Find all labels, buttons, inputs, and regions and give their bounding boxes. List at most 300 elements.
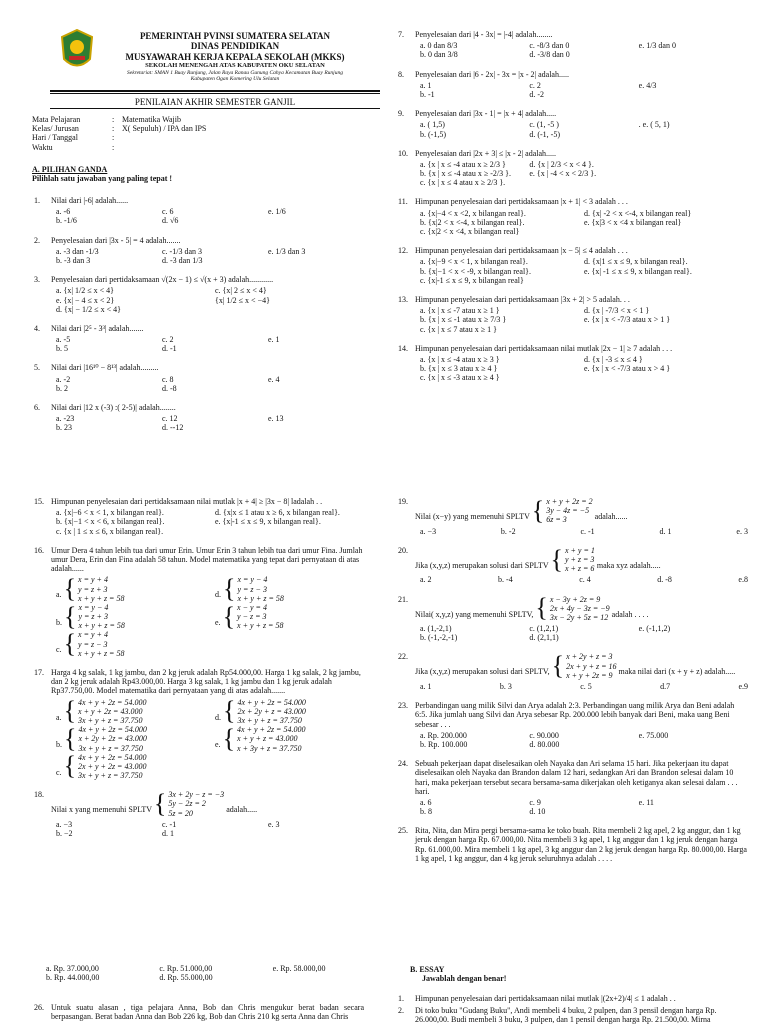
- section-a-subtitle: Pilihlah satu jawaban yang paling tepat !: [32, 174, 173, 184]
- option: d. { 4x + y + 2z = 54.000 2x + 2y + z = 43.000 3x + y + z = 37.750: [215, 696, 306, 726]
- equation: x + y + z = 58: [237, 593, 284, 603]
- equation-lines: [78, 725, 146, 753]
- options-grid: [420, 257, 748, 285]
- question-stem: [398, 197, 748, 206]
- equation: 2x + y + z = 16: [566, 661, 617, 671]
- question-item: [398, 109, 748, 139]
- option: c. 6: [162, 207, 174, 217]
- option: e. 1/6: [268, 207, 286, 217]
- equation: x + y + z = 58: [237, 621, 284, 631]
- options-row: [420, 575, 748, 584]
- option: b. 8: [420, 807, 432, 817]
- option: e. {x | x < -7/3 atau x > 1 }: [584, 315, 671, 325]
- equation: 2x + y + 2z = 43.000: [78, 761, 147, 771]
- question-stem: [398, 295, 748, 304]
- exam-info: Mata Pelajaran : Matematika Wajib Kelas/ Jurusan : X( Sepuluh) / IPA dan IPS Hari / Tanggal : Waktu :: [32, 115, 372, 152]
- system-options: [56, 698, 374, 781]
- option: b. Rp. 100.000: [420, 739, 468, 749]
- equation: 5z = 20: [168, 808, 193, 818]
- questions-7-14: [398, 30, 748, 392]
- option: e. 1: [268, 335, 280, 345]
- option: c. {x | x ≤ 4 atau x ≥ 2/3 }.: [420, 178, 506, 188]
- equation: x − y = 4: [237, 602, 267, 612]
- option: a. −3: [420, 526, 437, 536]
- question-number: 1.: [398, 994, 404, 1003]
- question-stem: [34, 546, 374, 574]
- question-number: 11.: [398, 197, 408, 207]
- question-stem: [398, 546, 748, 574]
- option: [639, 50, 748, 59]
- question-number: 4.: [34, 323, 40, 333]
- option: e. 4/3: [638, 80, 657, 90]
- brace-icon: {: [64, 601, 77, 631]
- option: e. { 4x + y + 2z = 54.000 x + y + z = 43.000 x + 3y + z = 37.750: [215, 723, 306, 753]
- option: [268, 256, 374, 265]
- equation-system: [535, 595, 609, 623]
- option: c. {x| 2 ≤ x < 4}: [215, 286, 267, 296]
- options-grid: [420, 41, 748, 59]
- question-text: Nilai( x,y,z) yang memenuhi SPLTV, { x − 3y + 2z = 9 2x + 4y − 3z = −9 3x − 2y + 5z = 12 adalah . . . .: [415, 593, 649, 623]
- option: [639, 130, 748, 139]
- question-item: [34, 236, 374, 266]
- question-number: 3.: [34, 275, 40, 285]
- option: a. {x|−6 < x < 1, x bilangan real}.: [56, 508, 164, 518]
- question-stem: [34, 324, 374, 333]
- header-line1: PEMERINTAH PVINSI SUMATERA SELATAN: [139, 31, 331, 41]
- option: e. Rp. 58.000,00: [272, 964, 326, 973]
- equation: y + z = 3: [564, 554, 595, 564]
- question-item: [34, 196, 374, 226]
- option: c. 90.000: [529, 730, 559, 740]
- question-item: [34, 790, 374, 838]
- equation-lines: [237, 603, 283, 631]
- equation-lines: [565, 546, 595, 574]
- options-grid: [56, 820, 374, 838]
- options-grid: [420, 798, 748, 816]
- brace-icon: {: [222, 601, 236, 631]
- brace-icon: {: [223, 696, 236, 726]
- essay-questions: [398, 994, 748, 1025]
- options-row: [420, 527, 748, 536]
- option: b. 5: [56, 344, 68, 354]
- option: e. 13: [268, 414, 284, 424]
- equation: 3x + y + z = 37.750: [78, 743, 143, 753]
- option: c. { 4x + y + 2z = 54.000 2x + y + 2z = 43.000 3x + y + z = 37.750: [56, 751, 147, 781]
- equation: 3x + y + z = 37.750: [237, 715, 302, 725]
- brace-icon: {: [153, 789, 167, 819]
- question-number: 2.: [398, 1006, 404, 1016]
- option: a. 6: [420, 797, 432, 807]
- question-item: [398, 149, 748, 188]
- option: b. -2: [500, 526, 516, 536]
- option: e. {x| − 4 ≤ x < 2}: [56, 295, 115, 305]
- header-divider: [50, 90, 380, 92]
- question-text: Penyelesaian dari |6 - 2x| - 3x = |x - 2| adalah.....: [415, 69, 569, 79]
- option: [529, 178, 638, 187]
- equation-system: [223, 603, 284, 631]
- option: d. {x | -7/3 < x < 1 }: [584, 306, 650, 316]
- question-number: 2.: [34, 235, 40, 245]
- option: c. {x|2 < x <4, x bilangan real}: [420, 227, 520, 236]
- question-text: Penyelesaian dari |2x + 3| ≤ |x - 2| adalah.....: [415, 148, 557, 158]
- question-text: Harga 4 kg salak, 1 kg jambu, dan 2 kg jeruk adalah Rp54.000,00. Harga 1 kg salak, 2 kg jambu, dan 2 kg jeruk adalah Rp43.000,00. Harga 3 kg salak, 1 kg jambu dan 1 kg jeruk adalah Rp37.750,00. Model matematika dari pernyataan yang di atas adalah.......: [51, 668, 361, 696]
- option: [215, 527, 374, 536]
- option: a. -23: [56, 414, 75, 424]
- equation-lines: [168, 790, 224, 818]
- options-grid: [56, 207, 374, 225]
- option: d. {x | 2/3 < x < 4 }.: [529, 159, 594, 169]
- equation: x + y = 1: [564, 545, 595, 555]
- option: [639, 807, 748, 816]
- option: b. 2: [56, 383, 68, 393]
- question-stem: [398, 109, 748, 118]
- question-text: Himpunan penyelesaian dari pertidaksamaan |x + 1| < 3 adalah . . .: [415, 197, 628, 207]
- option: d. -3/8 dan 0: [529, 50, 570, 60]
- question-text: Nilai dari |2⁵ - 3³| adalah.......: [51, 323, 144, 333]
- equation: 3x + y + z = 37.750: [78, 771, 143, 781]
- header-line6: Kabupaten Ogan Komering Ulu Selatan: [190, 75, 280, 82]
- question-text: Penyelesaian dari pertidaksamaan √(2x − 1) ≤ √(x + 3) adalah............: [51, 275, 274, 285]
- question-text: Perbandingan uang milik Silvi dan Arya adalah 2:3. Perbandingan uang milik Arya dan Beni adalah 6:5. Jika jumlah uang Silvi dan Arya sebesar Rp. 200.000 lebih banyak dari Beni, maka uang Beni sebesar . . .: [415, 701, 735, 729]
- option: b. -1/6: [56, 216, 77, 226]
- equation: x = y − 4: [237, 575, 268, 585]
- equation-system: [532, 497, 593, 525]
- option: e. 3: [268, 819, 280, 829]
- option: c. 5: [580, 682, 592, 691]
- question-item: [34, 403, 374, 433]
- brace-icon: {: [531, 495, 545, 525]
- option: d. 1: [659, 526, 672, 536]
- options-row: [420, 682, 748, 691]
- question-item: [398, 197, 748, 236]
- question-item: [398, 30, 748, 60]
- system-options: [56, 575, 374, 658]
- option: a. Rp. 200.000: [420, 730, 467, 740]
- equation: x = y − 4: [78, 602, 109, 612]
- question-stem: [34, 363, 374, 372]
- info-value: [122, 133, 372, 142]
- questions-1-6: [34, 196, 374, 443]
- question-stem: [34, 497, 374, 506]
- brace-icon: {: [63, 696, 77, 726]
- option: [268, 829, 374, 838]
- equation-system: [64, 753, 147, 781]
- options-grid: [56, 286, 374, 314]
- question-item: [398, 344, 748, 383]
- header-line5: Sekretariat: SMAN 1 Buay Runjung, Jalan Raya Ranau Gunung Cahya Kecamatan Buay Runjung: [127, 69, 343, 76]
- header-line2: DINAS PENDIDIKAN: [190, 41, 280, 52]
- option: c. {x | 1 ≤ x ≤ 6, x bilangan real}.: [56, 526, 164, 536]
- option: e. 4: [268, 374, 280, 384]
- question-number: 8.: [398, 69, 404, 79]
- option: [639, 740, 748, 749]
- equation: x + y + z = 58: [78, 648, 125, 658]
- option: d. {x | -3 ≤ x ≤ 4 }: [584, 354, 643, 364]
- letterhead: [90, 31, 380, 82]
- equation: x = y + 4: [78, 630, 108, 640]
- option: b. -3 dan 3: [56, 255, 91, 265]
- question-text: Nilai (x−y) yang memenuhi SPLTV { x + y + 2z = 2 3y − 4z = −5 6z = 3 adalah......: [415, 495, 628, 525]
- options-grid: [56, 375, 374, 393]
- question-stem: [34, 403, 374, 412]
- option: d. (-1, -5): [529, 129, 560, 139]
- option: c. -8/3 dan 0: [529, 41, 570, 51]
- option: d. -1: [162, 344, 177, 354]
- question-text: Nilai dari |16¹⁰ − 8¹³| adalah.........: [51, 363, 159, 373]
- option: [273, 973, 386, 982]
- equation-lines: [237, 575, 283, 603]
- option: [639, 633, 748, 642]
- equation-lines: [566, 652, 616, 680]
- question-number: 14.: [398, 343, 408, 353]
- question-text: Untuk suatu alasan , tiga pelajara Anna, Bob dan Chris mengukur berat badan secara berpasangan. Berat badan Anna dan Bob 226 kg, Bob dan Chris 210 kg serta Anna dan Chris: [51, 1003, 364, 1022]
- equation: y = z − 3: [78, 639, 108, 649]
- question-number: 26.: [34, 1003, 44, 1012]
- option: c. 8: [162, 374, 174, 384]
- equation: 6z = 3: [546, 515, 567, 525]
- question-number: 19.: [398, 497, 408, 506]
- option: d. -3 dan 1/3: [162, 255, 203, 265]
- essay-item: [398, 994, 748, 1003]
- question-number: 23.: [398, 701, 408, 711]
- question-stem: [34, 668, 374, 696]
- option: [215, 305, 374, 314]
- section-b-heading: [410, 965, 506, 983]
- question-text: Jika (x,y,z) merupakan solusi dari SPLTV { x + y = 1 y + z = 3 x + z = 6 maka xyz adalah.....: [415, 544, 661, 574]
- brace-icon: {: [222, 723, 236, 753]
- equation-lines: [78, 753, 146, 781]
- options-grid: [420, 355, 748, 383]
- question-item: [398, 295, 748, 334]
- option: [584, 373, 748, 382]
- brace-icon: {: [63, 574, 77, 604]
- equation-lines: [550, 595, 610, 623]
- question-text: Penyelesaian dari |3x - 1| = |x + 4| adalah.....: [415, 109, 557, 119]
- equation: x + y + z = 58: [78, 593, 125, 603]
- question-item: [398, 246, 748, 285]
- option: [639, 169, 748, 178]
- brace-icon: {: [64, 723, 77, 753]
- option: c. { x = y + 4 y = z − 3 x + y + z = 58: [56, 629, 125, 659]
- option: e.8: [738, 575, 748, 585]
- options-grid: [420, 81, 748, 99]
- equation: x + y + 2z = 2: [546, 497, 593, 506]
- brace-icon: {: [63, 751, 77, 781]
- question-text: Penyelesaian dari |3x - 5| = 4 adalah.......: [51, 235, 181, 245]
- option: c. -1: [162, 819, 177, 829]
- equation: 4x + y + 2z = 54.000: [78, 697, 147, 707]
- option: a. 1: [420, 80, 432, 90]
- brace-icon: {: [223, 574, 236, 604]
- option: e. 1/3 dan 0: [638, 41, 676, 51]
- question-text: Jika (x,y,z) merupakan solusi dari SPLTV, { x + 2y + z = 3 2x + y + z = 16 x + y + 2z = 9 maka nilai dari (x + y + z) adalah.....: [415, 651, 736, 681]
- equation: 3y − 4z = −5: [546, 506, 590, 516]
- option: b. (-1,-2,-1): [420, 633, 458, 643]
- option: a. 1: [420, 682, 432, 691]
- equation-system: [64, 725, 147, 753]
- question-stem: [398, 344, 748, 353]
- section-b-title: B. ESSAY: [410, 965, 445, 974]
- equation-system: [64, 630, 125, 658]
- question-number: 5.: [34, 363, 40, 373]
- equation-system: [154, 790, 224, 818]
- question-text: Himpunan penyelesaian dari pertidaksamaan nilai mutlak |2x − 1| ≥ 7 adalah . . .: [415, 343, 673, 353]
- option: e. {x | x < -7/3 atau x > 4 }: [584, 364, 671, 374]
- question-text: Himpunan penyelesaian dari pertidaksamaan |x − 5| ≤ 4 adalah . . .: [415, 246, 628, 256]
- question-text: Nilai dari |12 x (-3) :( 2-5)| adalah........: [51, 403, 176, 412]
- option: a. −3: [56, 819, 73, 829]
- equation: x + y + 2z = 43.000: [78, 706, 143, 716]
- option: a. {x|−4 < x <2, x bilangan real}.: [420, 208, 526, 218]
- equation: 4x + y + 2z = 54.000: [237, 697, 306, 707]
- option: a. (1,-2,1): [420, 624, 452, 634]
- question-number: 20.: [398, 545, 408, 555]
- brace-icon: {: [535, 593, 548, 623]
- option: c. (1, -5 ): [529, 120, 559, 130]
- exam-title: PENILAIAN AKHIR SEMESTER GANJIL: [134, 97, 296, 107]
- question-stem: [34, 196, 374, 205]
- question-stem: [398, 595, 748, 623]
- question-item: [34, 546, 374, 658]
- section-b-subtitle: Jawablah dengan benar!: [422, 974, 507, 984]
- option: c. -1/3 dan 3: [162, 246, 202, 256]
- option: d. Rp. 55.000,00: [159, 973, 213, 983]
- section-a-title: A. PILIHAN GANDA: [32, 165, 108, 174]
- option: d. 1: [162, 829, 174, 838]
- option: e. 11: [638, 797, 654, 807]
- question-text: Himpunan penyelesaian dari pertidaksamaan |3x + 2| > 5 adalah. . .: [415, 294, 630, 304]
- option: d. {x|1 ≤ x ≤ 9, x bilangan real}.: [584, 257, 688, 267]
- equation: 4x + y + 2z = 54.000: [78, 725, 147, 735]
- equation-lines: [78, 698, 146, 726]
- options-grid: [420, 306, 748, 334]
- options-grid: [420, 209, 748, 237]
- option: b. −2: [56, 829, 73, 838]
- option: d. -8: [657, 575, 672, 585]
- options-grid: [420, 120, 748, 138]
- question-number: 12.: [398, 246, 408, 256]
- info-label: Mata Pelajaran: [32, 115, 81, 124]
- equation-system: [552, 652, 617, 680]
- question-text: Himpunan penyelesaian dari pertidaksamaan nilai mutlak |x + 4| ≥ |3x − 8| ladalah . .: [51, 497, 323, 506]
- question-number: 16.: [34, 545, 44, 555]
- essay-item: [398, 1006, 748, 1024]
- info-label: Waktu: [32, 142, 53, 152]
- question-number: 18.: [34, 790, 44, 800]
- option: b. {x|−1 < x < 6, x bilangan real}.: [56, 517, 165, 527]
- option: b. 23: [56, 423, 72, 433]
- question-number: 15.: [34, 497, 44, 506]
- options-grid: [420, 731, 748, 749]
- option: c. {x | x ≤ -3 atau x ≥ 4 }: [420, 373, 500, 383]
- equation-lines: [78, 575, 124, 603]
- question-stem: [398, 826, 748, 863]
- brace-icon: {: [550, 544, 563, 574]
- question-text: Nilai x yang memenuhi SPLTV { 3x + 2y − z = −3 5y − 2z = 2 5z = 20 adalah.....: [51, 789, 258, 819]
- question-item: [398, 759, 748, 816]
- option: d. {x|x ≤ 1 atau x ≥ 6, x bilangan real}.: [215, 508, 340, 518]
- option: c. Rp. 51.000,00: [159, 964, 213, 973]
- option: e. {x| -1 ≤ x ≤ 9, x bilangan real}.: [584, 266, 692, 276]
- equation-system: [64, 603, 125, 631]
- option: a. ( 1,5): [420, 120, 445, 130]
- equation: x + 3y + z = 37.750: [237, 743, 302, 753]
- option: a. { 4x + y + 2z = 54.000 x + y + 2z = 43.000 3x + y + z = 37.750: [56, 696, 147, 726]
- option: a. -6: [56, 207, 71, 217]
- option: c. -1: [580, 526, 595, 536]
- option: d. 80.000: [529, 739, 560, 749]
- question-text: Umur Dera 4 tahun lebih tua dari umur Erin. Umur Erin 3 tahun lebih tua dari umur Fina. Jumlah umur Dera, Erin dan Fina adalah 58 tahun. Model matematika yang tepat dari pernyataan di atas adalah......: [51, 545, 363, 574]
- question-number: 6.: [34, 403, 40, 412]
- option: d. (2,1,1): [529, 633, 559, 643]
- question-number: 25.: [398, 826, 408, 836]
- option: b. {x | x ≤ -4 atau x ≥ -2/3 }.: [420, 169, 511, 179]
- question-text: Sebuah pekerjaan dapat diselesaikan oleh Nayaka dan Ari selama 15 hari. Jika pekerjaan itu dapat diselesaikan oleh Nayaka dan Brandon dalam 12 hari, sedangkan Ari dan Brandon selesai dalam 10 hari, maka pekerjaan tersebut secara bersama-sama dikerjakan oleh ketiganya akan selesai dalam . . . hari.: [415, 759, 738, 796]
- option: c. 12: [162, 414, 178, 424]
- equation: 2x + 4y − 3z = −9: [549, 603, 610, 613]
- options-grid: [420, 160, 748, 188]
- info-value: [122, 143, 372, 152]
- question-item: [398, 497, 748, 536]
- question-item: [34, 497, 374, 536]
- question-item: [34, 275, 374, 314]
- equation: y = z + 3: [78, 584, 108, 594]
- brace-icon: {: [551, 651, 565, 681]
- equation-system: [64, 698, 147, 726]
- option: [584, 227, 748, 236]
- option: c. {x|-1 ≤ x ≤ 9, x bilangan real}: [420, 275, 524, 285]
- question-item: [34, 324, 374, 354]
- option: b. { 4x + y + 2z = 54.000 x + 2y + 2z = 43.000 3x + y + z = 37.750: [56, 723, 147, 753]
- option: [268, 423, 374, 432]
- question-number: 17.: [34, 668, 44, 677]
- question-item: [398, 701, 748, 749]
- question-item: [398, 546, 748, 585]
- question-number: 9.: [398, 109, 404, 119]
- questions-15-18: [34, 497, 374, 848]
- option: b. -1: [420, 89, 435, 99]
- option: c. {x | x ≤ 7 atau x ≥ 1 }: [420, 324, 497, 334]
- equation-system: [223, 575, 284, 603]
- option: e. { x − y = 4 y − z = 3 x + y + z = 58: [215, 601, 284, 631]
- options-grid: [56, 247, 374, 265]
- equation-system: [223, 698, 306, 726]
- equation: y = z + 3: [78, 612, 108, 622]
- equation-lines: [237, 725, 305, 753]
- option: d. √6: [162, 216, 179, 226]
- question-number: 24.: [398, 759, 408, 769]
- question-number: 7.: [398, 30, 404, 39]
- option: a. {x | x ≤ -4 atau x ≥ 3 }: [420, 354, 500, 364]
- option: [584, 276, 748, 285]
- option: c. 2: [162, 335, 174, 345]
- option: a. -3 dan -1/3: [56, 246, 99, 256]
- equation: y = z − 3: [237, 584, 267, 594]
- question-number: 22.: [398, 652, 408, 662]
- equation: x + y + z = 58: [78, 621, 125, 631]
- option: [639, 178, 748, 187]
- option: e. 75.000: [638, 730, 669, 740]
- option: b. {x|2 < x <-4, x bilangan real}.: [420, 217, 525, 227]
- question-item: [398, 652, 748, 691]
- option: c. 2: [529, 80, 541, 90]
- option: b. 0 dan 3/8: [420, 50, 458, 60]
- header-line3: MUSYAWARAH KERJA KEPALA SEKOLAH (MKKS): [125, 51, 345, 62]
- info-value: Matematika Wajib: [122, 115, 181, 124]
- equation-system: [550, 546, 594, 574]
- equation: 3x + y + z = 37.750: [78, 715, 143, 725]
- option: d. {x| -2 < x <-4, x bilangan real}: [584, 208, 692, 218]
